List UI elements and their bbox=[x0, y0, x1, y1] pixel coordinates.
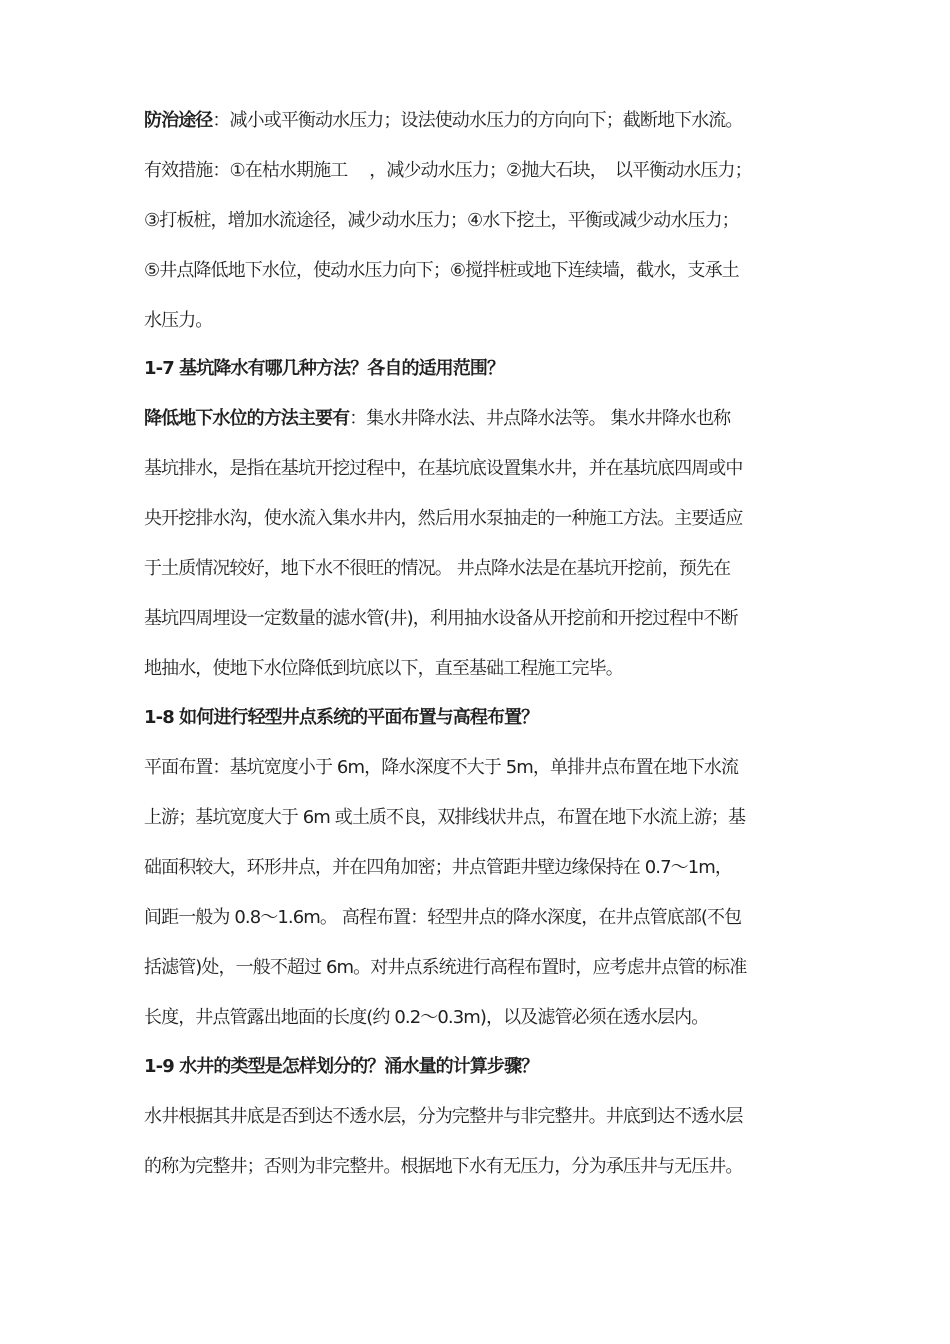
text-line-5 bbox=[144, 306, 834, 336]
line-text: 水压力。 bbox=[144, 310, 213, 331]
text-line-2 bbox=[144, 156, 834, 186]
line-text: 央开挖排水沟，使水流入集水井内，然后用水泵抽走的一种施工方法。主要适应 bbox=[144, 508, 743, 529]
line-text: 有效措施：①在枯水期施工 ，减少动水压力；②抛大石块， 以平衡动水压力； bbox=[144, 160, 752, 181]
line-lead: 防治途径 bbox=[144, 110, 213, 131]
text-line-18 bbox=[144, 953, 834, 983]
line-text: 括滤管)处，一般不超过 6m。对井点系统进行高程布置时，应考虑井点管的标准 bbox=[144, 957, 747, 978]
line-lead: 降低地下水位的方法主要有 bbox=[144, 408, 350, 429]
text-line-4 bbox=[144, 256, 834, 286]
section-heading-1-7: 1-7 基坑降水有哪几种方法？各自的适用范围？ bbox=[144, 358, 505, 379]
line-text: 长度，井点管露出地面的长度(约 0.2～0.3m)，以及滤管必须在透水层内。 bbox=[144, 1007, 709, 1028]
text-line-8 bbox=[144, 454, 834, 484]
text-line-12 bbox=[144, 654, 834, 684]
line-text: ：集水井降水法、井点降水法等。 集水井降水也称 bbox=[349, 408, 731, 429]
line-text: 于土质情况较好，地下水不很旺的情况。 井点降水法是在基坑开挖前，预先在 bbox=[144, 558, 731, 579]
text-line-11 bbox=[144, 604, 834, 634]
line-text: 水井根据其井底是否到达不透水层，分为完整井与非完整井。井底到达不透水层 bbox=[144, 1106, 743, 1127]
line-text: 间距一般为 0.8～1.6m。 高程布置：轻型井点的降水深度，在井点管底部(不包 bbox=[144, 907, 742, 928]
text-line-22 bbox=[144, 1152, 834, 1182]
text-line-14 bbox=[144, 753, 834, 783]
line-text: ③打板桩，增加水流途径，减少动水压力；④水下挖土，平衡或减少动水压力； bbox=[144, 210, 739, 231]
line-text: ：减小或平衡动水压力；设法使动水压力的方向向下；截断地下水流。 bbox=[212, 110, 743, 131]
line-text: 础面积较大，环形井点，并在四角加密；井点管距井壁边缘保持在 0.7～1m， bbox=[144, 857, 733, 878]
text-line-7 bbox=[144, 404, 834, 434]
text-line-16 bbox=[144, 853, 834, 883]
line-text: 基坑四周埋设一定数量的滤水管(井)，利用抽水设备从开挖前和开挖过程中不断 bbox=[144, 608, 738, 629]
text-line-9 bbox=[144, 504, 834, 534]
line-text: 基坑排水，是指在基坑开挖过程中，在基坑底设置集水井，并在基坑底四周或中 bbox=[144, 458, 743, 479]
line-text: ⑤井点降低地下水位，使动水压力向下；⑥搅拌桩或地下连续墙，截水，支承土 bbox=[144, 260, 739, 281]
text-line-3 bbox=[144, 206, 834, 236]
section-heading-1-9: 1-9 水井的类型是怎样划分的？涌水量的计算步骤？ bbox=[144, 1056, 539, 1077]
text-line-19 bbox=[144, 1003, 834, 1033]
text-line-10 bbox=[144, 554, 834, 584]
text-line-21 bbox=[144, 1102, 834, 1132]
line-text: 上游；基坑宽度大于 6m 或土质不良，双排线状井点，布置在地下水流上游；基 bbox=[144, 807, 746, 828]
text-line-17 bbox=[144, 903, 834, 933]
section-heading-1-8: 1-8 如何进行轻型井点系统的平面布置与高程布置？ bbox=[144, 707, 539, 728]
text-line-15 bbox=[144, 803, 834, 833]
line-text: 的称为完整井；否则为非完整井。根据地下水有无压力，分为承压井与无压井。 bbox=[144, 1156, 743, 1177]
line-text: 地抽水，使地下水位降低到坑底以下，直至基础工程施工完毕。 bbox=[144, 658, 623, 679]
text-line-1 bbox=[144, 106, 834, 136]
line-text: 平面布置：基坑宽度小于 6m，降水深度不大于 5m，单排井点布置在地下水流 bbox=[144, 757, 739, 778]
